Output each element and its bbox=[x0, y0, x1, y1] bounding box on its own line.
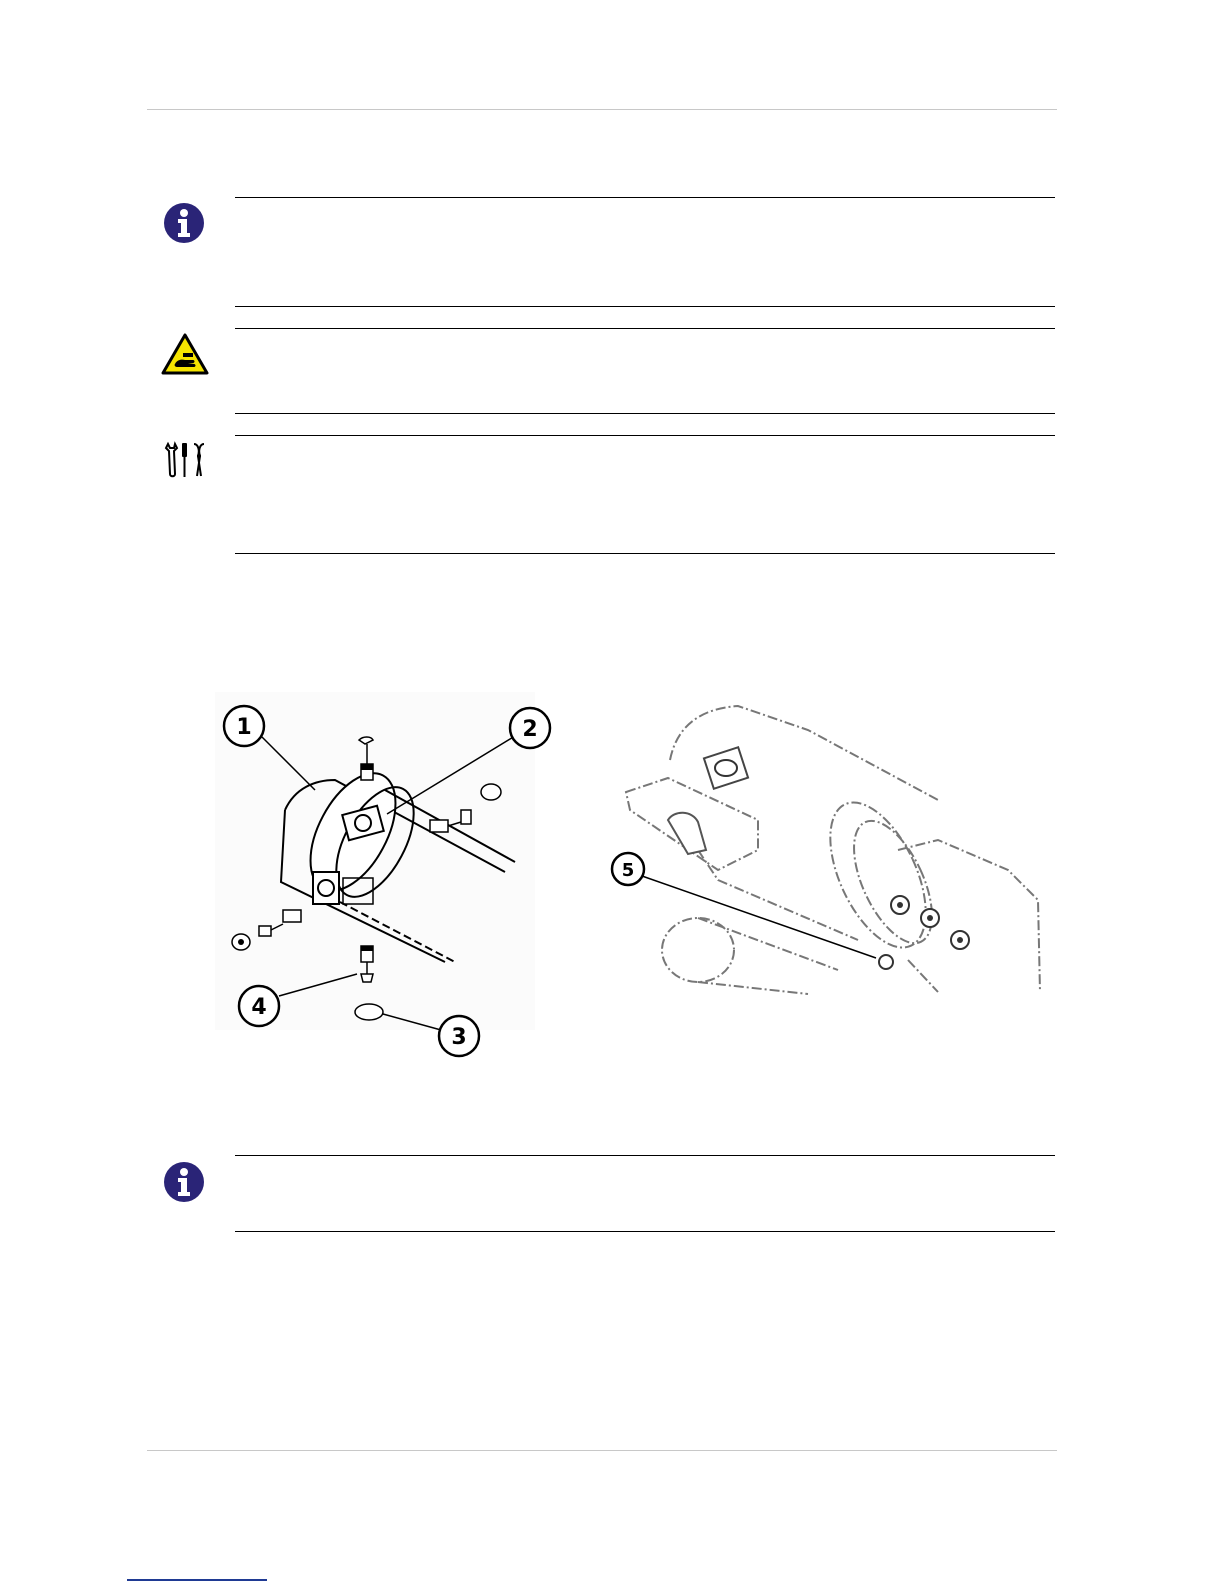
hand-crush-warning-icon bbox=[161, 333, 209, 375]
notice2-top-rule bbox=[235, 1155, 1055, 1156]
motor-installed-figure bbox=[608, 700, 1053, 1000]
warning-bottom-rule bbox=[235, 413, 1055, 414]
notice-bottom-rule bbox=[235, 306, 1055, 307]
callout-5 bbox=[612, 853, 644, 885]
notice-top-rule bbox=[235, 197, 1055, 198]
callout-1 bbox=[224, 706, 264, 746]
info-icon bbox=[162, 1160, 206, 1204]
footer-rule bbox=[147, 1450, 1057, 1451]
header-rule bbox=[147, 109, 1057, 110]
callout-2-label: 2 bbox=[522, 717, 538, 742]
warning-top-rule bbox=[235, 328, 1055, 329]
callout-1-label: 1 bbox=[236, 715, 252, 740]
tools-top-rule bbox=[235, 435, 1055, 436]
info-icon bbox=[162, 201, 206, 245]
notice2-bottom-rule bbox=[235, 1231, 1055, 1232]
callout-2 bbox=[510, 708, 550, 748]
tools-icon bbox=[160, 440, 210, 480]
callout-3 bbox=[439, 1016, 479, 1056]
callout-4-label: 4 bbox=[251, 995, 267, 1020]
callout-5-label: 5 bbox=[621, 860, 635, 881]
tools-bottom-rule bbox=[235, 553, 1055, 554]
footer-link-underline[interactable] bbox=[127, 1579, 267, 1581]
callout-4 bbox=[239, 986, 279, 1026]
brush-assembly-figure bbox=[215, 692, 555, 1062]
callout-3-label: 3 bbox=[451, 1025, 467, 1050]
